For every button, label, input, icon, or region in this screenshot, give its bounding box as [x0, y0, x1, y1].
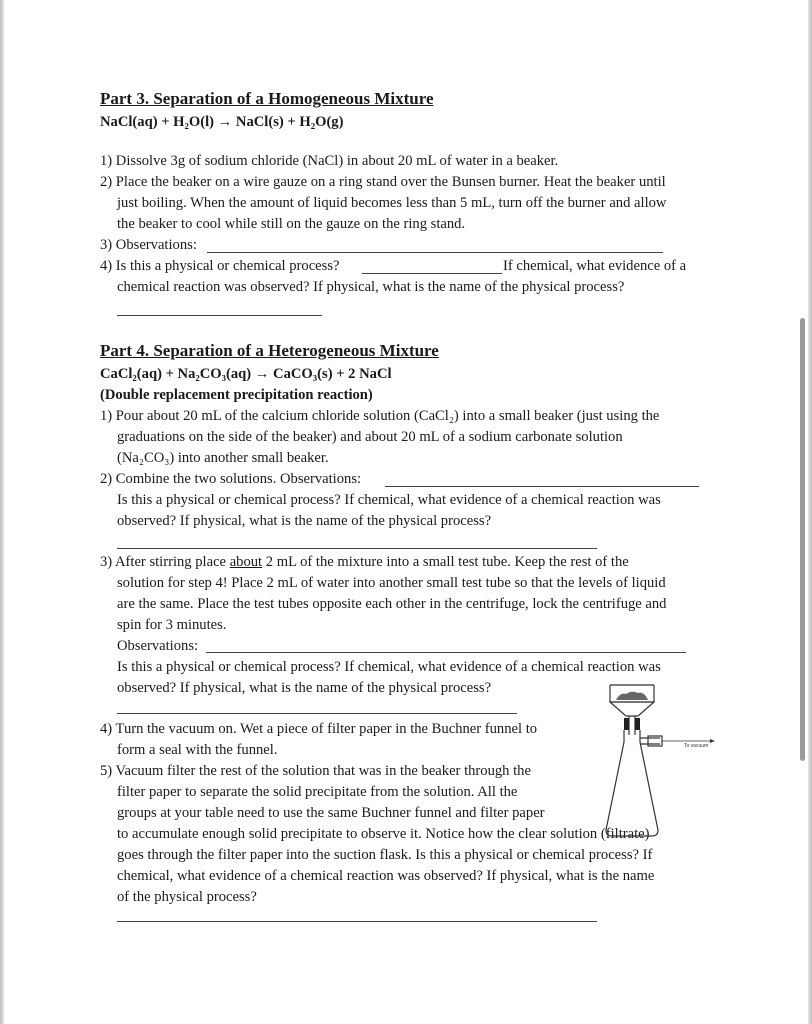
part4-step3-answer-blank[interactable]	[117, 713, 517, 714]
part4-step4-line1: 4) Turn the vacuum on. Wet a piece of filter paper in the Buchner funnel to	[100, 721, 538, 737]
part4-step3-line7: observed? If physical, what is the name of the physical process?	[117, 680, 492, 696]
part4-step5-line1: 5) Vacuum filter the rest of the solution that was in the beaker through the	[100, 763, 531, 779]
buchner-flask-icon	[590, 680, 720, 840]
part3-step4-line2: chemical reaction was observed? If physical, what is the name of the physical process?	[117, 279, 625, 295]
part4-title: Part 4. Separation of a Heterogeneous Mixture	[100, 341, 439, 360]
part4-step2-line1: 2) Combine the two solutions. Observations:	[100, 471, 362, 487]
step3-underlined-about: about	[229, 554, 263, 570]
svg-text:To vacuum: To vacuum	[684, 743, 709, 749]
part4-step5-line2: filter paper to separate the solid precipitate from the solution. All the	[117, 784, 518, 800]
part4-step2-line3: observed? If physical, what is the name of the physical process?	[117, 513, 492, 529]
part3-answer-blank[interactable]	[117, 315, 322, 316]
vertical-scrollbar[interactable]	[800, 318, 805, 761]
part3-process-blank[interactable]	[362, 273, 502, 274]
part4-step3-observations-label: Observations:	[117, 638, 199, 654]
part4-subtitle: (Double replacement precipitation reaction)	[100, 387, 373, 403]
step3-text-post: 2 mL of the mixture into a small test tube. Keep the rest of the	[262, 554, 629, 570]
part4-step2-observations-blank[interactable]	[385, 486, 699, 487]
part4-step3-line4: spin for 3 minutes.	[117, 617, 227, 633]
part3-step2-line1: 2) Place the beaker on a wire gauze on a ring stand over the Bunsen burner. Heat the beaker until	[100, 174, 666, 190]
part3-step1: 1) Dissolve 3g of sodium chloride (NaCl) in about 20 mL of water in a beaker.	[100, 153, 559, 169]
part4-step5-line6: chemical, what evidence of a chemical reaction was observed? If physical, what is the name	[117, 868, 655, 884]
part4-step5-line5: goes through the filter paper into the suction flask. Is this a physical or chemical process? If	[117, 847, 653, 863]
part3-step3-label: 3) Observations:	[100, 237, 197, 253]
part4-step4-line2: form a seal with the funnel.	[117, 742, 278, 758]
part4-step3-observations-blank[interactable]	[206, 652, 686, 653]
part4-step3-line2: solution for step 4! Place 2 mL of water into another small test tube so that the levels of liquid	[117, 575, 666, 591]
part4-step1-line1: 1) Pour about 20 mL of the calcium chloride solution (CaCl₂) into a small beaker (just using the	[100, 408, 660, 424]
part3-step4-question: 4) Is this a physical or chemical process?	[100, 258, 340, 274]
part4-step3-line3: are the same. Place the test tubes opposite each other in the centrifuge, lock the centrifuge and	[117, 596, 667, 612]
part4-step3-line1	[100, 552, 629, 573]
part4-step2-line2: Is this a physical or chemical process? If chemical, what evidence of a chemical reaction was	[117, 492, 661, 508]
part3-equation: NaCl(aq) + H₂O(l) → NaCl(s) + H₂O(g)	[100, 114, 344, 130]
page-edge-left	[0, 0, 4, 1024]
buchner-funnel-diagram	[590, 680, 720, 840]
part3-title: Part 3. Separation of a Homogeneous Mixture	[100, 89, 434, 108]
part4-step1-line2: graduations on the side of the beaker) and about 20 mL of a sodium carbonate solution	[117, 429, 623, 445]
step3-text-pre: 3) After stirring place	[100, 554, 230, 570]
part4-equation: CaCl₂(aq) + Na₂CO₃(aq) → CaCO₃(s) + 2 NaCl	[100, 366, 392, 382]
part4-step3-line6: Is this a physical or chemical process? If chemical, what evidence of a chemical reaction was	[117, 659, 661, 675]
part4-step5-line4: to accumulate enough solid precipitate to observe it. Notice how the clear solution (filtrate)	[117, 826, 650, 842]
part3-step2-line2: just boiling. When the amount of liquid becomes less than 5 mL, turn off the burner and allow	[117, 195, 667, 211]
part3-step4-if-chemical: If chemical, what evidence of a	[503, 258, 687, 274]
part4-step5-line3: groups at your table need to use the same Buchner funnel and filter paper	[117, 805, 545, 821]
part3-step2-line3: the beaker to cool while still on the gauze on the ring stand.	[117, 216, 466, 232]
part4-step5-line7: of the physical process?	[117, 889, 257, 905]
part4-step2-answer-blank[interactable]	[117, 548, 597, 549]
part4-step5-answer-blank[interactable]	[117, 921, 597, 922]
part3-observations-blank[interactable]	[207, 252, 663, 253]
part4-step1-line3: (Na₂CO₃) into another small beaker.	[117, 450, 329, 466]
page-edge-right	[808, 0, 812, 1024]
